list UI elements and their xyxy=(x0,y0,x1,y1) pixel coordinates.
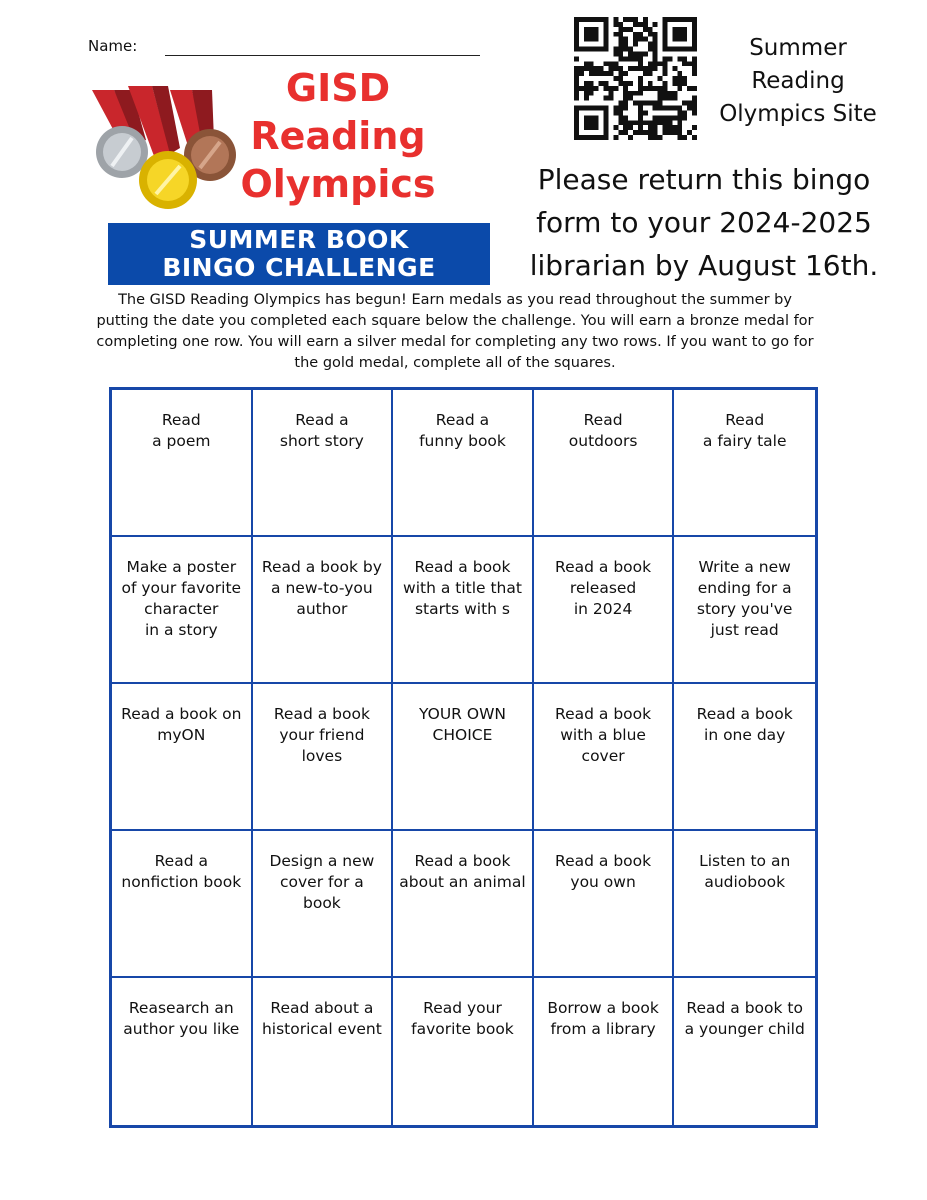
bingo-square[interactable]: Read about a historical event xyxy=(253,978,394,1125)
site-label xyxy=(712,32,884,131)
return-note-line-3: librarian by August 16th. xyxy=(529,249,879,282)
bingo-square[interactable]: Read outdoors xyxy=(534,390,675,537)
bingo-square[interactable]: Read a book about an animal xyxy=(393,831,534,978)
bingo-square[interactable]: Make a poster of your favorite character in a story xyxy=(112,537,253,684)
bingo-square[interactable]: Reasearch an author you like xyxy=(112,978,253,1125)
title-line-reading: Reading xyxy=(250,114,426,158)
bingo-square[interactable]: Read a nonfiction book xyxy=(112,831,253,978)
intro-paragraph: The GISD Reading Olympics has begun! Earn medals as you read throughout the summer by putting the date you completed each square below the challenge. You will earn a bronze medal for completing one row. You will earn a silver medal for completing any two rows. If you want to go for the gold medal, complete all of the squares. xyxy=(96,292,814,371)
bingo-square[interactable]: YOUR OWN CHOICE xyxy=(393,684,534,831)
name-label: Name: xyxy=(88,37,138,55)
return-note xyxy=(520,158,888,287)
bingo-square[interactable]: Read a funny book xyxy=(393,390,534,537)
bingo-grid xyxy=(109,387,818,1128)
bingo-square[interactable]: Read a book your friend loves xyxy=(253,684,394,831)
banner-line-2: BINGO CHALLENGE xyxy=(162,253,436,282)
title-line-olympics: Olympics xyxy=(240,162,436,206)
bingo-square[interactable]: Read a book in one day xyxy=(674,684,815,831)
bingo-square[interactable]: Borrow a book from a library xyxy=(534,978,675,1125)
bingo-square[interactable]: Write a new ending for a story you've just read xyxy=(674,537,815,684)
bingo-square[interactable]: Read a book released in 2024 xyxy=(534,537,675,684)
site-label-line-3: Olympics Site xyxy=(719,101,877,127)
bingo-square[interactable]: Read a book you own xyxy=(534,831,675,978)
return-note-line-2: form to your 2024-2025 xyxy=(536,206,872,239)
medals-icon xyxy=(88,82,248,214)
bingo-square[interactable]: Read a book with a title that starts with s xyxy=(393,537,534,684)
bingo-square[interactable]: Read a book to a younger child xyxy=(684,999,805,1038)
bingo-square[interactable]: Listen to an audiobook xyxy=(674,831,815,978)
return-note-line-1: Please return this bingo xyxy=(537,163,871,196)
site-label-line-2: Reading xyxy=(751,68,845,94)
bingo-square[interactable]: Read a poem xyxy=(112,390,253,537)
bingo-square[interactable]: Read a fairy tale xyxy=(674,390,815,537)
site-label-line-1: Summer xyxy=(749,35,847,61)
challenge-banner xyxy=(108,223,490,285)
bingo-square[interactable]: Read a book by a new-to-you author xyxy=(253,537,394,684)
bingo-square[interactable]: Design a new cover for a book xyxy=(253,831,394,978)
bingo-square[interactable]: Read a short story xyxy=(253,390,394,537)
bingo-square[interactable]: Read a book with a blue cover xyxy=(534,684,675,831)
banner-line-1: SUMMER BOOK xyxy=(189,225,409,254)
qr-code-icon[interactable] xyxy=(574,17,697,140)
bingo-square[interactable]: Read a book on myON xyxy=(112,684,253,831)
bingo-square[interactable]: Read your favorite book xyxy=(393,978,534,1125)
name-field-line[interactable] xyxy=(165,55,480,56)
title-line-gisd: GISD xyxy=(285,66,391,110)
